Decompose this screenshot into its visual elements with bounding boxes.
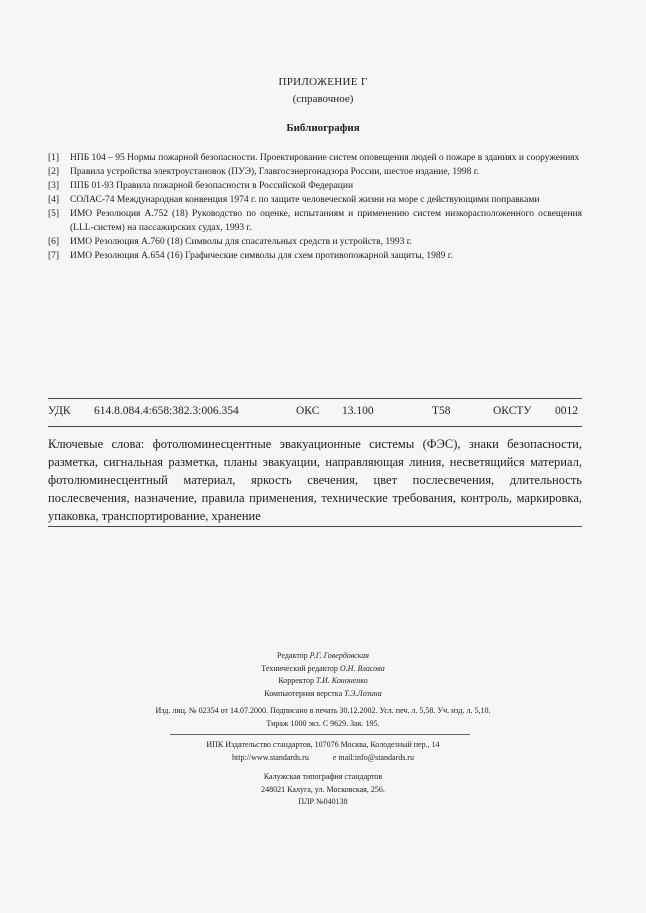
publisher-info [0,739,646,764]
printer-info [0,771,646,809]
editor-role: Редактор [277,651,308,660]
divider-middle [48,426,582,427]
proofreader-role: Корректор [278,676,315,685]
item-text: ППБ 01-93 Правила пожарной безопасности в Российской Федерации [70,181,354,191]
item-text: ИМО Резолюция А.654 (16) Графические символы для схем противопожарной защиты, 1989 г. [70,251,453,261]
credit-layout [0,688,646,701]
publishing-info [0,705,646,730]
item-text: ИМО Резолюция А.760 (18) Символы для спасательных средств и устройств, 1993 г. [70,237,412,247]
bibliography-item [48,193,582,207]
udk-label: УДК [48,405,71,417]
appendix-title: ПРИЛОЖЕНИЕ Г [278,76,368,88]
okstu-label: ОКСТУ [493,405,532,417]
bibliography-item [48,235,582,249]
bibliography-list [48,151,582,263]
bibliography-item [48,179,582,193]
item-number: [1] [48,153,60,163]
bibliography-item [48,249,582,263]
publisher-address: ИПК Издательство стандартов, 107076 Москва, Колодезный пер., 14 [206,740,440,749]
udk-value: 614.8.084.4:658:382.3:006.354 [94,405,239,417]
t-code: Т58 [432,405,451,417]
item-number: [3] [48,181,60,191]
oks-label: ОКС [296,405,320,417]
credits-block [0,650,646,700]
credit-editor [0,650,646,663]
item-number: [4] [48,195,60,205]
bibliography-item [48,151,582,165]
keywords-text: Ключевые слова: фотолюминесцентные эвакуационные системы (ФЭС), знаки безопасности, разметка, сигнальная разметка, планы эвакуации, направляющая линия, несветящийся материал, фотолюминесцентный материал, яркость свечения, цвет послесвечения, длительность послесвечения, назначение, правила применения, технические требования, контроль, маркировка, упаковка, транспортирование, хранение [48,437,582,523]
item-number: [5] [48,209,60,219]
publisher-website: http://www.standards.ru [232,752,309,762]
appendix-subtitle: (справочное) [292,93,354,105]
credit-tech-editor [0,663,646,676]
bibliography-item [48,165,582,179]
publisher-email: e mail:info@standards.ru [332,752,414,762]
item-text: Правила устройства электроустановок (ПУЭ), Главгосэнергонадзора России, шестое издание, 1998 г. [70,167,479,177]
divider-bottom [48,526,582,527]
printer-address: 248021 Калуга, ул. Московская, 256. [261,784,385,794]
item-text: ИМО Резолюция А.752 (18) Руководство по оценке, испытаниям и применению систем низкорасположенного освещения (LLL-систем) на пассажирских судах, 1993 г. [70,209,582,233]
oks-value: 13.100 [342,405,374,417]
publisher-contacts [0,752,646,765]
divider-top [48,398,582,399]
item-text: НПБ 104 – 95 Нормы пожарной безопасности. Проектирование систем оповещения людей о пожаре в зданиях и сооружениях [70,153,580,163]
layout-role: Компьютерная верстка [264,688,343,698]
layout-name: Т.Э.Лозина [344,688,382,698]
tech-editor-role: Технический редактор [261,663,338,673]
item-number: [6] [48,237,60,247]
credit-proofreader [0,675,646,688]
bibliography-item [48,207,582,235]
editor-name: Р.Г. Говердовская [309,651,369,660]
item-number: [7] [48,251,60,261]
printer-license: ПЛР №040138 [298,797,348,806]
okstu-value: 0012 [555,405,578,417]
divider-footer [170,734,470,735]
bibliography-title: Библиография [286,122,360,134]
publishing-line-1: Изд. лиц. № 02354 от 14.07.2000. Подписано в печать 30.12.2002. Усл. печ. л. 5,58. Уч. изд. л. 5,10. [155,706,491,715]
item-text: СОЛАС-74 Международная конвенция 1974 г. по защите человеческой жизни на море с действующими поправками [70,195,540,205]
tech-editor-name: О.Н. Власова [339,663,385,673]
printer-name: Калужская типография стандартов [263,772,383,781]
publishing-line-2: Тираж 1000 экз. С 9629. Зак. 195. [266,718,380,728]
proofreader-name: Т.И. Кононенко [316,676,368,685]
item-number: [2] [48,167,60,177]
